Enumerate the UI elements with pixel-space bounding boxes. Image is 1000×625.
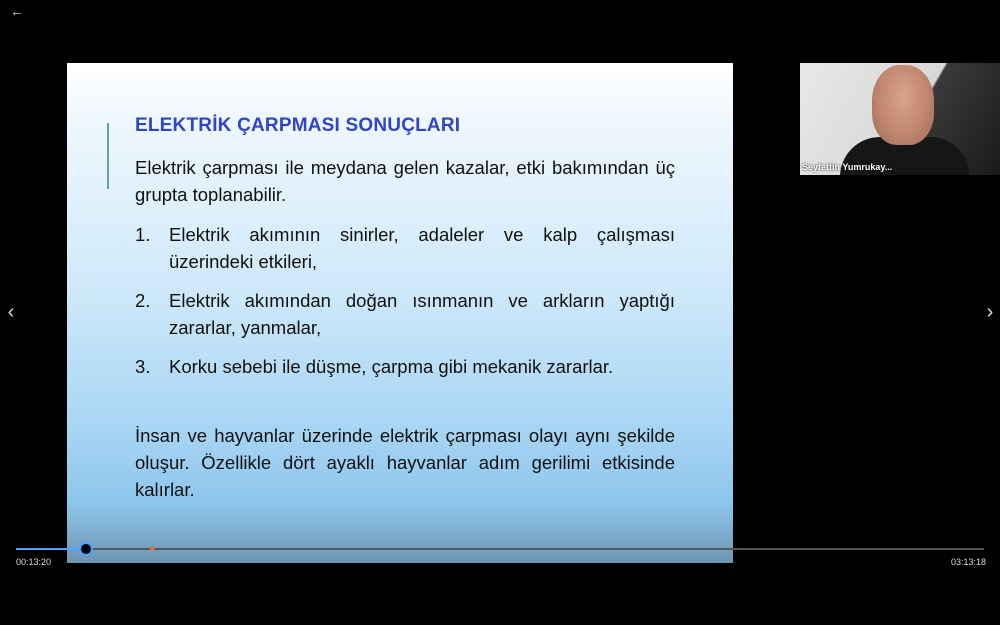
list-item (135, 221, 675, 275)
next-slide-button[interactable] (980, 300, 1000, 324)
list-item (135, 353, 675, 380)
participant-video-tile[interactable] (800, 63, 1000, 175)
list-item-text: Elektrik akımından doğan ısınmanın ve arkların yaptığı zararlar, yanmalar, (169, 290, 675, 338)
slide-title: ELEKTRİK ÇARPMASI SONUÇLARI (135, 115, 461, 136)
slide-numbered-list (135, 221, 675, 392)
list-item-number: 2. (135, 290, 151, 311)
list-item (135, 287, 675, 341)
list-item-number: 1. (135, 224, 151, 245)
slide-accent-bar (107, 123, 109, 189)
progress-bar[interactable] (16, 548, 984, 550)
current-time: 00:13:20 (16, 557, 52, 567)
total-time: 03:13:18 (951, 557, 987, 567)
progress-marker (150, 547, 155, 550)
chevron-right-icon: › (986, 301, 994, 323)
chevron-left-icon: ‹ (7, 301, 15, 323)
previous-slide-button[interactable] (1, 300, 21, 324)
progress-fill (16, 548, 86, 550)
list-item-text: Korku sebebi ile düşme, çarpma gibi mekanik zararlar. (169, 356, 614, 377)
arrow-left-icon: ← (10, 3, 24, 19)
participant-name-label: Seyfettin Yumrukay... (802, 162, 893, 172)
presentation-slide (67, 63, 733, 563)
participant-face (872, 65, 934, 145)
list-item-text: Elektrik akımının sinirler, adaleler ve kalp çalışması üzerindeki etkileri, (169, 224, 675, 272)
slide-intro-text: Elektrik çarpması ile meydana gelen kazalar, etki bakımından üç grupta toplanabilir. (135, 157, 675, 205)
back-button[interactable] (8, 2, 26, 20)
slide-closing-text: İnsan ve hayvanlar üzerinde elektrik çarpması olayı aynı şekilde oluşur. Özellikle dört ayaklı hayvanlar adım gerilimi etkisinde kalırlar. (135, 425, 675, 500)
progress-thumb[interactable] (79, 542, 93, 556)
list-item-number: 3. (135, 356, 151, 377)
